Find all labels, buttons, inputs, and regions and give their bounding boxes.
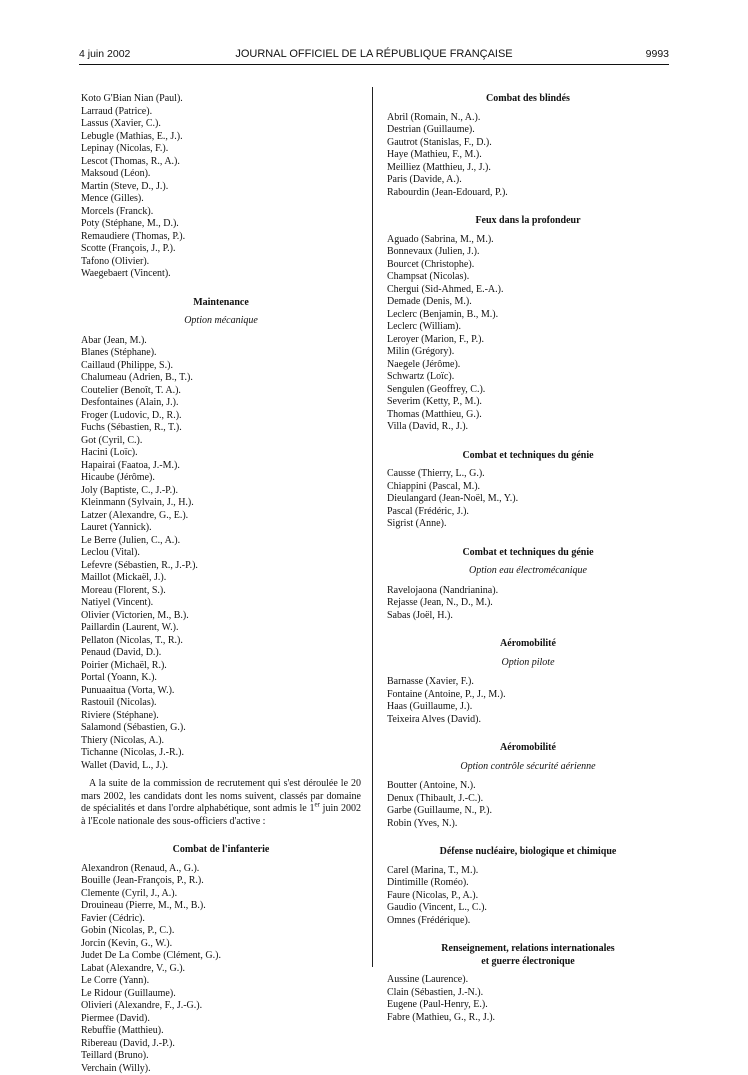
section-block [387,215,669,434]
name-entry: Le Berre (Julien, C., A.). [81,535,361,548]
name-list [81,863,361,1075]
section-block [387,450,669,531]
section-title: Combat et techniques du génie [387,547,669,560]
left-column [81,93,361,1075]
name-entry: Thiery (Nicolas, A.). [81,735,361,748]
name-entry: Alexandron (Renaud, A., G.). [81,863,361,876]
name-entry: Judet De La Combe (Clément, G.). [81,950,361,963]
right-column [387,93,669,1024]
name-list [81,335,361,773]
name-entry: Naegele (Jérôme). [387,359,669,372]
name-entry: Desfontaines (Alain, J.). [81,397,361,410]
name-entry: Destrian (Guillaume). [387,124,669,137]
name-entry: Haas (Guillaume, J.). [387,701,669,714]
name-list [387,676,669,726]
name-entry: Sengulen (Geoffrey, C.). [387,384,669,397]
name-entry: Latzer (Alexandre, G., E.). [81,510,361,523]
name-entry: Rebuffie (Matthieu). [81,1025,361,1038]
name-entry: Abar (Jean, M.). [81,335,361,348]
section-title: Combat de l'infanterie [81,844,361,857]
name-entry: Chalumeau (Adrien, B., T.). [81,372,361,385]
name-entry: Hicaube (Jérôme). [81,472,361,485]
section-block [387,93,669,199]
name-entry: Gobin (Nicolas, P., C.). [81,925,361,938]
name-entry: Faure (Nicolas, P., A.). [387,890,669,903]
name-entry: Bourcet (Christophe). [387,259,669,272]
page-number: 9993 [646,48,669,60]
section-title: Maintenance [81,297,361,310]
name-entry: Dintimille (Roméo). [387,877,669,890]
name-list [81,93,361,281]
name-entry: Got (Cyril, C.). [81,435,361,448]
name-entry: Lescot (Thomas, R., A.). [81,156,361,169]
issue-date: 4 juin 2002 [79,48,130,60]
name-list [387,865,669,928]
section-title: Combat et techniques du génie [387,450,669,463]
name-entry: Fabre (Mathieu, G., R., J.). [387,1012,669,1025]
page-header [79,48,669,62]
name-entry: Aguado (Sabrina, M., M.). [387,234,669,247]
name-entry: Gaudio (Vincent, L., C.). [387,902,669,915]
name-entry: Hacini (Loïc). [81,447,361,460]
name-entry: Jorcin (Kevin, G., W.). [81,938,361,951]
name-entry: Lassus (Xavier, C.). [81,118,361,131]
name-entry: Portal (Yoann, K.). [81,672,361,685]
column-divider [372,87,373,967]
name-entry: Pascal (Frédéric, J.). [387,506,669,519]
name-entry: Rastouil (Nicolas). [81,697,361,710]
name-entry: Rabourdin (Jean-Edouard, P.). [387,187,669,200]
section-option: Option contrôle sécurité aérienne [387,761,669,774]
name-entry: Fontaine (Antoine, P., J., M.). [387,689,669,702]
name-entry: Villa (David, R., J.). [387,421,669,434]
name-entry: Thomas (Matthieu, G.). [387,409,669,422]
name-entry: Gautrot (Stanislas, F., D.). [387,137,669,150]
name-entry: Severim (Ketty, P., M.). [387,396,669,409]
name-entry: Lefevre (Sébastien, R., J.-P.). [81,560,361,573]
name-entry: Martin (Steve, D., J.). [81,181,361,194]
name-entry: Larraud (Patrice). [81,106,361,119]
name-entry: Coutelier (Benoît, T. A.). [81,385,361,398]
paragraph-text: juin 2002 à l'Ecole nationale des sous-officiers d'active : [81,803,361,827]
name-entry: Punuaaitua (Vorta, W.). [81,685,361,698]
name-entry: Teillard (Bruno). [81,1050,361,1063]
name-entry: Penaud (David, D.). [81,647,361,660]
name-entry: Leclerc (Benjamin, B., M.). [387,309,669,322]
name-entry: Robin (Yves, N.). [387,818,669,831]
name-entry: Paillardin (Laurent, W.). [81,622,361,635]
name-entry: Lepinay (Nicolas, F.). [81,143,361,156]
name-entry: Teixeira Alves (David). [387,714,669,727]
name-entry: Omnes (Frédérique). [387,915,669,928]
name-entry: Olivieri (Alexandre, F., J.-G.). [81,1000,361,1013]
name-entry: Bonnevaux (Julien, J.). [387,246,669,259]
name-entry: Champsat (Nicolas). [387,271,669,284]
name-entry: Le Corre (Yann). [81,975,361,988]
name-entry: Carel (Marina, T., M.). [387,865,669,878]
name-entry: Haye (Mathieu, F., M.). [387,149,669,162]
name-entry: Tafono (Olivier). [81,256,361,269]
name-entry: Eugene (Paul-Henry, E.). [387,999,669,1012]
section-block [387,943,669,1024]
name-entry: Mence (Gilles). [81,193,361,206]
header-rule [79,64,669,65]
name-entry: Milin (Grégory). [387,346,669,359]
name-entry: Kleinmann (Sylvain, J., H.). [81,497,361,510]
name-entry: Remaudiere (Thomas, P.). [81,231,361,244]
name-entry: Demade (Denis, M.). [387,296,669,309]
name-entry: Waegebaert (Vincent). [81,268,361,281]
name-entry: Labat (Alexandre, V., G.). [81,963,361,976]
name-list [387,234,669,434]
section-option: Option eau électromécanique [387,565,669,578]
name-entry: Causse (Thierry, L., G.). [387,468,669,481]
name-entry: Chergui (Sid-Ahmed, E.-A.). [387,284,669,297]
name-entry: Moreau (Florent, S.). [81,585,361,598]
name-entry: Garbe (Guillaume, N., P.). [387,805,669,818]
name-entry: Paris (Davide, A.). [387,174,669,187]
paragraph-superscript: er [314,801,319,809]
name-entry: Schwartz (Loïc). [387,371,669,384]
name-entry: Lauret (Yannick). [81,522,361,535]
name-list [387,468,669,531]
name-entry: Rejasse (Jean, N., D., M.). [387,597,669,610]
section-title: Combat des blindés [387,93,669,106]
section-title: Aéromobilité [387,742,669,755]
section-title: Renseignement, relations internationales et guerre électronique [387,943,669,968]
name-entry: Hapairai (Faatoa, J.-M.). [81,460,361,473]
name-entry: Clain (Sébastien, J.-N.). [387,987,669,1000]
name-entry: Wallet (David, L., J.). [81,760,361,773]
name-entry: Riviere (Stéphane). [81,710,361,723]
name-entry: Morcels (Franck). [81,206,361,219]
name-entry: Koto G'Bian Nian (Paul). [81,93,361,106]
journal-title: JOURNAL OFFICIEL DE LA RÉPUBLIQUE FRANÇAISE [79,48,669,60]
name-entry: Natiyel (Vincent). [81,597,361,610]
paragraph-text: A la suite de la commission de recrutement qui s'est déroulée le 20 mars 2002, les candidats dont les noms suivent, classés par domaine de spécialités et dans l'ordre alphabétique, sont admis le 1 [81,778,361,814]
name-entry: Favier (Cédric). [81,913,361,926]
name-list [387,585,669,623]
name-entry: Olivier (Victorien, M., B.). [81,610,361,623]
name-entry: Meilliez (Matthieu, J., J.). [387,162,669,175]
section-option: Option pilote [387,657,669,670]
name-entry: Ravelojaona (Nandrianina). [387,585,669,598]
name-entry: Leclerc (William). [387,321,669,334]
name-entry: Froger (Ludovic, D., R.). [81,410,361,423]
name-entry: Boutter (Antoine, N.). [387,780,669,793]
admission-paragraph [81,778,361,828]
name-entry: Blanes (Stéphane). [81,347,361,360]
name-entry: Sigrist (Anne). [387,518,669,531]
name-entry: Joly (Baptiste, C., J.-P.). [81,485,361,498]
name-list [387,780,669,830]
section-title: Feux dans la profondeur [387,215,669,228]
name-entry: Poirier (Michaël, R.). [81,660,361,673]
section-block [387,846,669,927]
name-entry: Leclou (Vital). [81,547,361,560]
section-block [387,547,669,623]
name-entry: Pellaton (Nicolas, T., R.). [81,635,361,648]
section-block [387,742,669,830]
name-entry: Piermee (David). [81,1013,361,1026]
name-entry: Sabas (Joël, H.). [387,610,669,623]
name-entry: Leroyer (Marion, F., P.). [387,334,669,347]
name-entry: Le Ridour (Guillaume). [81,988,361,1001]
section-title: Défense nucléaire, biologique et chimique [387,846,669,859]
section-option: Option mécanique [81,315,361,328]
name-entry: Salamond (Sébastien, G.). [81,722,361,735]
section-block [387,638,669,726]
name-entry: Barnasse (Xavier, F.). [387,676,669,689]
name-entry: Bouille (Jean-François, P., R.). [81,875,361,888]
name-entry: Verchain (Willy). [81,1063,361,1075]
name-entry: Maillot (Mickaël, J.). [81,572,361,585]
name-entry: Drouineau (Pierre, M., M., B.). [81,900,361,913]
name-entry: Dieulangard (Jean-Noël, M., Y.). [387,493,669,506]
name-entry: Poty (Stéphane, M., D.). [81,218,361,231]
name-entry: Clemente (Cyril, J., A.). [81,888,361,901]
name-entry: Caillaud (Philippe, S.). [81,360,361,373]
name-entry: Fuchs (Sébastien, R., T.). [81,422,361,435]
name-entry: Scotte (François, J., P.). [81,243,361,256]
name-entry: Abril (Romain, N., A.). [387,112,669,125]
name-entry: Aussine (Laurence). [387,974,669,987]
name-entry: Tichanne (Nicolas, J.-R.). [81,747,361,760]
name-entry: Chiappini (Pascal, M.). [387,481,669,494]
name-list [387,112,669,200]
section-title: Aéromobilité [387,638,669,651]
name-entry: Lebugle (Mathias, E., J.). [81,131,361,144]
name-entry: Denux (Thibault, J.-C.). [387,793,669,806]
name-entry: Maksoud (Léon). [81,168,361,181]
name-list [387,974,669,1024]
name-entry: Ribereau (David, J.-P.). [81,1038,361,1051]
